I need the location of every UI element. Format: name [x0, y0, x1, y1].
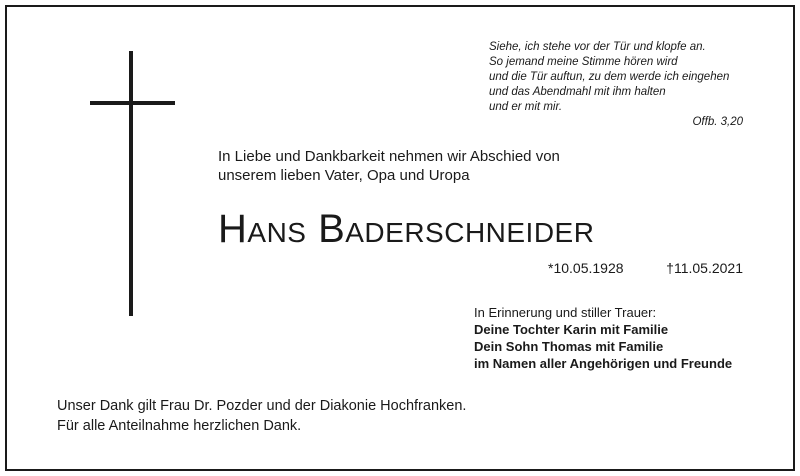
cross-horizontal-bar [90, 101, 175, 105]
thanks-line: Unser Dank gilt Frau Dr. Pozder und der Diakonie Hochfranken. [57, 398, 467, 414]
cross-vertical-bar [129, 51, 133, 316]
death-date: †11.05.2021 [666, 260, 743, 276]
mourners-block [474, 304, 732, 372]
verse-line: und die Tür auftun, zu dem werde ich eingehen [489, 71, 730, 83]
thanks-line: Für alle Anteilnahme herzlichen Dank. [57, 418, 302, 434]
birth-date: *10.05.1928 [548, 260, 624, 276]
intro-text [218, 147, 560, 185]
thanks-text [57, 396, 466, 436]
deceased-name: Hans Baderschneider [218, 207, 595, 251]
verse-line: Siehe, ich stehe vor der Tür und klopfe an. [489, 41, 706, 53]
mourner-line: Dein Sohn Thomas mit Familie [474, 339, 664, 354]
verse-line: und das Abendmahl mit ihm halten [489, 86, 666, 98]
verse-reference: Offb. 3,20 [692, 116, 743, 128]
verse-line: und er mit mir. [489, 101, 563, 113]
intro-line: In Liebe und Dankbarkeit nehmen wir Abschied von [218, 148, 560, 165]
mourners-heading: In Erinnerung und stiller Trauer: [474, 305, 657, 320]
intro-line: unserem lieben Vater, Opa und Uropa [218, 167, 470, 184]
verse-line: So jemand meine Stimme hören wird [489, 56, 678, 68]
mourner-line: im Namen aller Angehörigen und Freunde [474, 356, 733, 371]
mourner-line: Deine Tochter Karin mit Familie [474, 322, 669, 337]
bible-verse [489, 40, 749, 130]
